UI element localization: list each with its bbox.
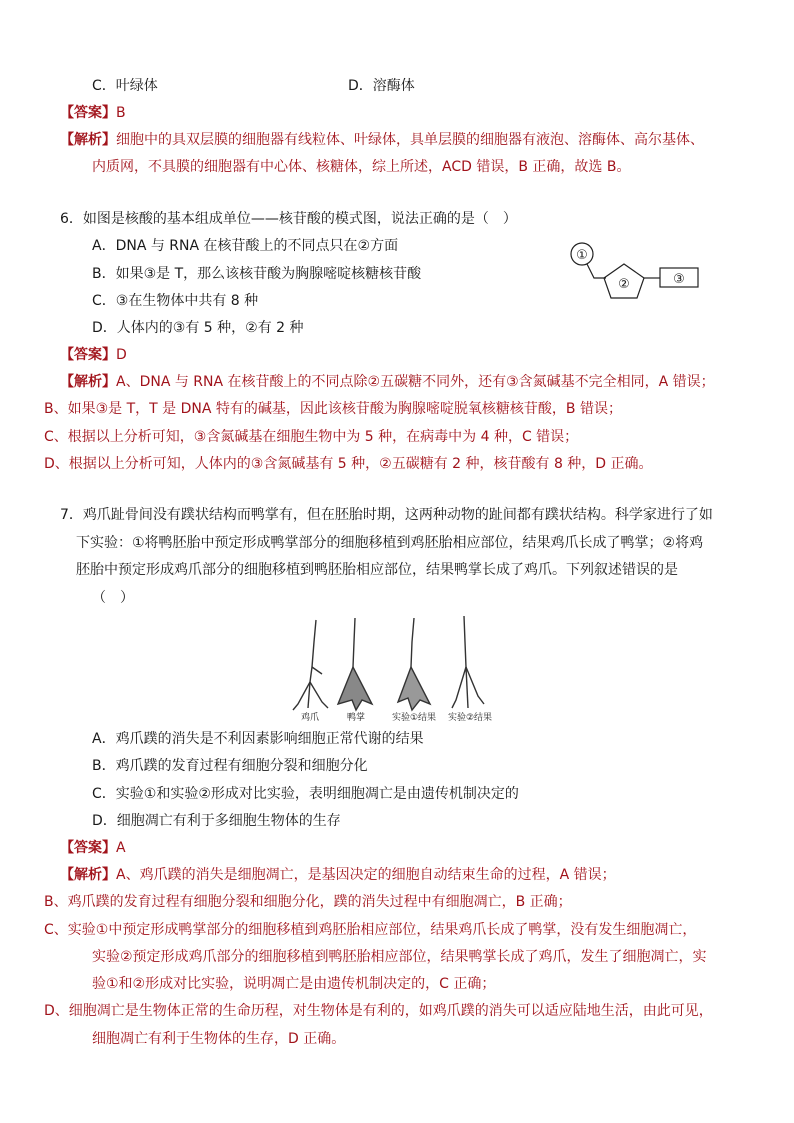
- answer-tag: 【答案】: [60, 105, 116, 121]
- duck-foot-icon: [338, 618, 372, 710]
- q6-analysis-a: 【解析】A、DNA 与 RNA 在核苷酸上的不同点除②五碳糖不同外，还有③含氮碱基不完全相同，A 错误；: [60, 374, 715, 390]
- q7-analysis-c3: 验①和②形成对比实验，说明凋亡是由遗传机制决定的，C 正确；: [92, 976, 496, 992]
- q6-analysis-d: D、根据以上分析可知，人体内的③含氮碱基有 5 种，②五碳糖有 2 种，核苷酸有 8 种，D 正确。: [44, 456, 653, 472]
- figure-label-0: 鸡爪: [300, 713, 320, 723]
- q7-analysis-b: B、鸡爪蹼的发育过程有细胞分裂和细胞分化，蹼的消失过程中有细胞凋亡，B 正确；: [44, 894, 572, 910]
- q7-stem-1: 7．鸡爪趾骨间没有蹼状结构而鸭掌有，但在胚胎时期，这两种动物的趾间都有蹼状结构。科学家进行了如: [60, 507, 713, 523]
- feet-figure: [290, 612, 510, 724]
- q7-stem-2: 下实验：①将鸭胚胎中预定形成鸭掌部分的细胞移植到鸡胚胎相应部位，结果鸡爪长成了鸭掌；②将鸡: [76, 535, 704, 551]
- q7-analysis-a: 【解析】A、鸡爪蹼的消失是细胞凋亡，是基因决定的细胞自动结束生命的过程，A 错误；: [60, 867, 616, 883]
- q6-option-d: D．人体内的③有 5 种，②有 2 种: [92, 320, 304, 336]
- phosphate-bond: [587, 264, 606, 278]
- q5-option-d: D．溶酶体: [348, 78, 415, 94]
- q7-analysis-d1: D、细胞凋亡是生物体正常的生命历程，对生物体是有利的，如鸡爪蹼的消失可以适应陆地生活，由此可见，: [44, 1003, 713, 1019]
- answer-value: B: [116, 105, 126, 121]
- q6-option-a: A．DNA 与 RNA 在核苷酸上的不同点只在②方面: [92, 238, 399, 254]
- figure-label-1: 鸭掌: [346, 713, 366, 723]
- experiment2-foot-icon: [452, 616, 484, 708]
- figure-label-2: 实验①结果: [391, 713, 437, 723]
- analysis-tag: 【解析】: [60, 132, 116, 148]
- nucleotide-diagram: [560, 236, 710, 306]
- q7-option-c: C．实验①和实验②形成对比实验，表明细胞凋亡是由遗传机制决定的: [92, 786, 519, 802]
- q5-analysis-line-2: 内质网，不具膜的细胞器有中心体、核糖体，综上所述，ACD 错误，B 正确，故选 B。: [92, 159, 631, 175]
- q7-stem-4: （ ）: [92, 590, 134, 606]
- label-phosphate: ①: [576, 248, 588, 263]
- q6-option-c: C．③在生物体中共有 8 种: [92, 293, 259, 309]
- q7-analysis-c1: C、实验①中预定形成鸭掌部分的细胞移植到鸡胚胎相应部位，结果鸡爪长成了鸭掌，没有发生细胞凋亡，: [44, 922, 697, 938]
- label-base: ③: [673, 272, 685, 287]
- q6-stem: 6．如图是核酸的基本组成单位——核苷酸的模式图，说法正确的是（ ）: [60, 211, 517, 227]
- q7-option-d: D．细胞凋亡有利于多细胞生物体的生存: [92, 813, 341, 829]
- chicken-foot-icon: [293, 620, 328, 710]
- q7-analysis-c2: 实验②预定形成鸡爪部分的细胞移植到鸭胚胎相应部位，结果鸭掌长成了鸡爪，发生了细胞凋亡，实: [92, 949, 707, 965]
- q7-answer-row: 【答案】A: [60, 840, 126, 856]
- q5-answer-row: [60, 103, 126, 123]
- q7-option-a: A．鸡爪蹼的消失是不利因素影响细胞正常代谢的结果: [92, 731, 424, 747]
- q7-stem-3: 胚胎中预定形成鸡爪部分的细胞移植到鸭胚胎相应部位，结果鸭掌长成了鸡爪。下列叙述错误的是: [76, 562, 678, 578]
- q6-analysis-c: C、根据以上分析可知，③含氮碱基在细胞生物中为 5 种，在病毒中为 4 种，C 错误；: [44, 429, 579, 445]
- q7-analysis-d2: 细胞凋亡有利于生物体的生存，D 正确。: [92, 1031, 346, 1047]
- label-pentose: ②: [618, 277, 630, 292]
- q6-option-b: B．如果③是 T，那么该核苷酸为胸腺嘧啶核糖核苷酸: [92, 266, 422, 282]
- q6-answer-row: 【答案】D: [60, 347, 127, 363]
- q5-analysis-line-1: 【解析】细胞中的具双层膜的细胞器有线粒体、叶绿体，具单层膜的细胞器有液泡、溶酶体、高尔基体、: [60, 132, 704, 148]
- q5-option-c: C．叶绿体: [92, 78, 158, 94]
- figure-label-3: 实验②结果: [447, 713, 493, 723]
- q6-analysis-b: B、如果③是 T，T 是 DNA 特有的碱基，因此该核苷酸为胸腺嘧啶脱氧核糖核苷酸，B 错误；: [44, 401, 622, 417]
- experiment1-foot-icon: [398, 618, 430, 710]
- q7-option-b: B．鸡爪蹼的发育过程有细胞分裂和细胞分化: [92, 758, 368, 774]
